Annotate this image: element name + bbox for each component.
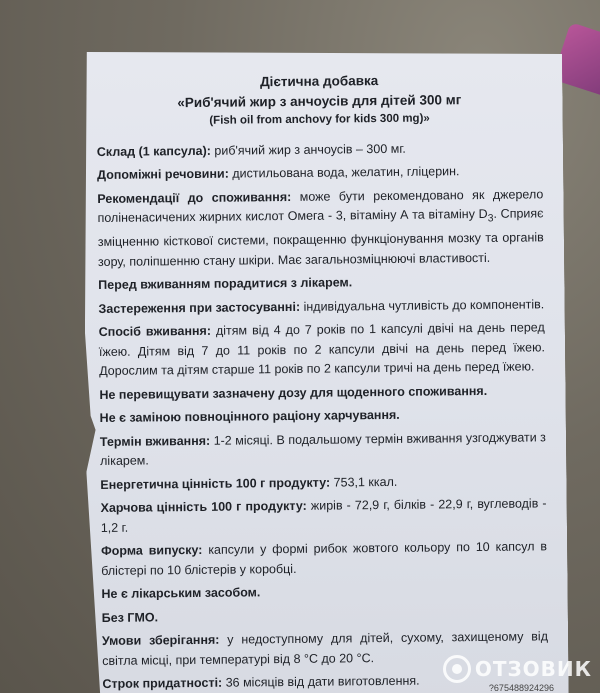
composition: Склад (1 капсула): риб'ячий жир з анчоусів – 300 мг. (96, 141, 406, 159)
method-of-use: Спосіб вживання: дітям від 4 до 7 років по 1 капсулі двічі на день перед їжею. Дітям від 7 до 11 років по 2 капсули двічі на день перед їжею. Дорослим та дітям старше 11 років по 2 капсули тричі на день перед їжею. (98, 320, 545, 378)
product-name: «Риб'ячий жир з анчоусів для дітей 300 мг (177, 91, 462, 110)
recommendations: Рекомендації до споживання: може бути рекомендовано як джерело поліненасичених жирних кислот Омега - 3, вітаміну А та вітаміну $D_3$. Сприяє зміцненню кісткової системи, покращенню функціонування мозку та органів зору, поліпшенню стану шкіри. Має загальнозміцнюючі властивості. (97, 186, 544, 269)
warnings: Застереження при застосуванні: індивідуальна чутливість до компонентів. (98, 296, 545, 316)
otzovik-watermark (443, 655, 592, 683)
not-replacement: Не є заміною повноцінного раціону харчування. (99, 407, 400, 425)
not-a-drug: Не є лікарським засобом. (101, 585, 261, 601)
term-of-use: Термін вживання: 1-2 місяці. В подальшому термін вживання узгоджувати з лікарем. (99, 429, 546, 468)
consult-doctor: Перед вживанням порадитися з лікарем. (98, 275, 353, 292)
do-not-exceed: Не перевищувати зазначену дозу для щоденного споживання. (99, 383, 488, 402)
no-gmo: Без ГМО. (101, 609, 159, 625)
leaflet-text (96, 65, 549, 693)
leaflet-title: Дієтична добавка (259, 73, 379, 90)
otzovik-logo-icon (443, 655, 471, 683)
storage-conditions: Умови зберігання: у недоступному для дітей, сухому, захищеному від світла місці, при температурі від 8 °С до 20 °С. (101, 629, 549, 668)
release-form: Форма випуску: капсули у формі рибок жовтого кольору по 10 капсул в блістері по 10 блістерів у коробці. (100, 539, 548, 578)
auxiliary-substances: Допоміжні речовини: дистильована вода, желатин, гліцерин. (97, 164, 460, 182)
barcode-number: ?675488924296 (488, 683, 554, 693)
shelf-life: Строк придатності: 36 місяців від дати виготовлення. (102, 673, 420, 691)
product-name-en: (Fish oil from anchovy for kids 300 mg)» (209, 112, 430, 127)
energy-value: Енергетична цінність 100 г продукту: 753,1 ккал. (100, 474, 398, 492)
watermark-text: ОТЗОВИК (474, 657, 592, 681)
nutrition-value: Харчова цінність 100 г продукту: жирів - 72,9 г, білків - 22,9 г, вуглеводів - 1,2 г. (100, 496, 547, 535)
